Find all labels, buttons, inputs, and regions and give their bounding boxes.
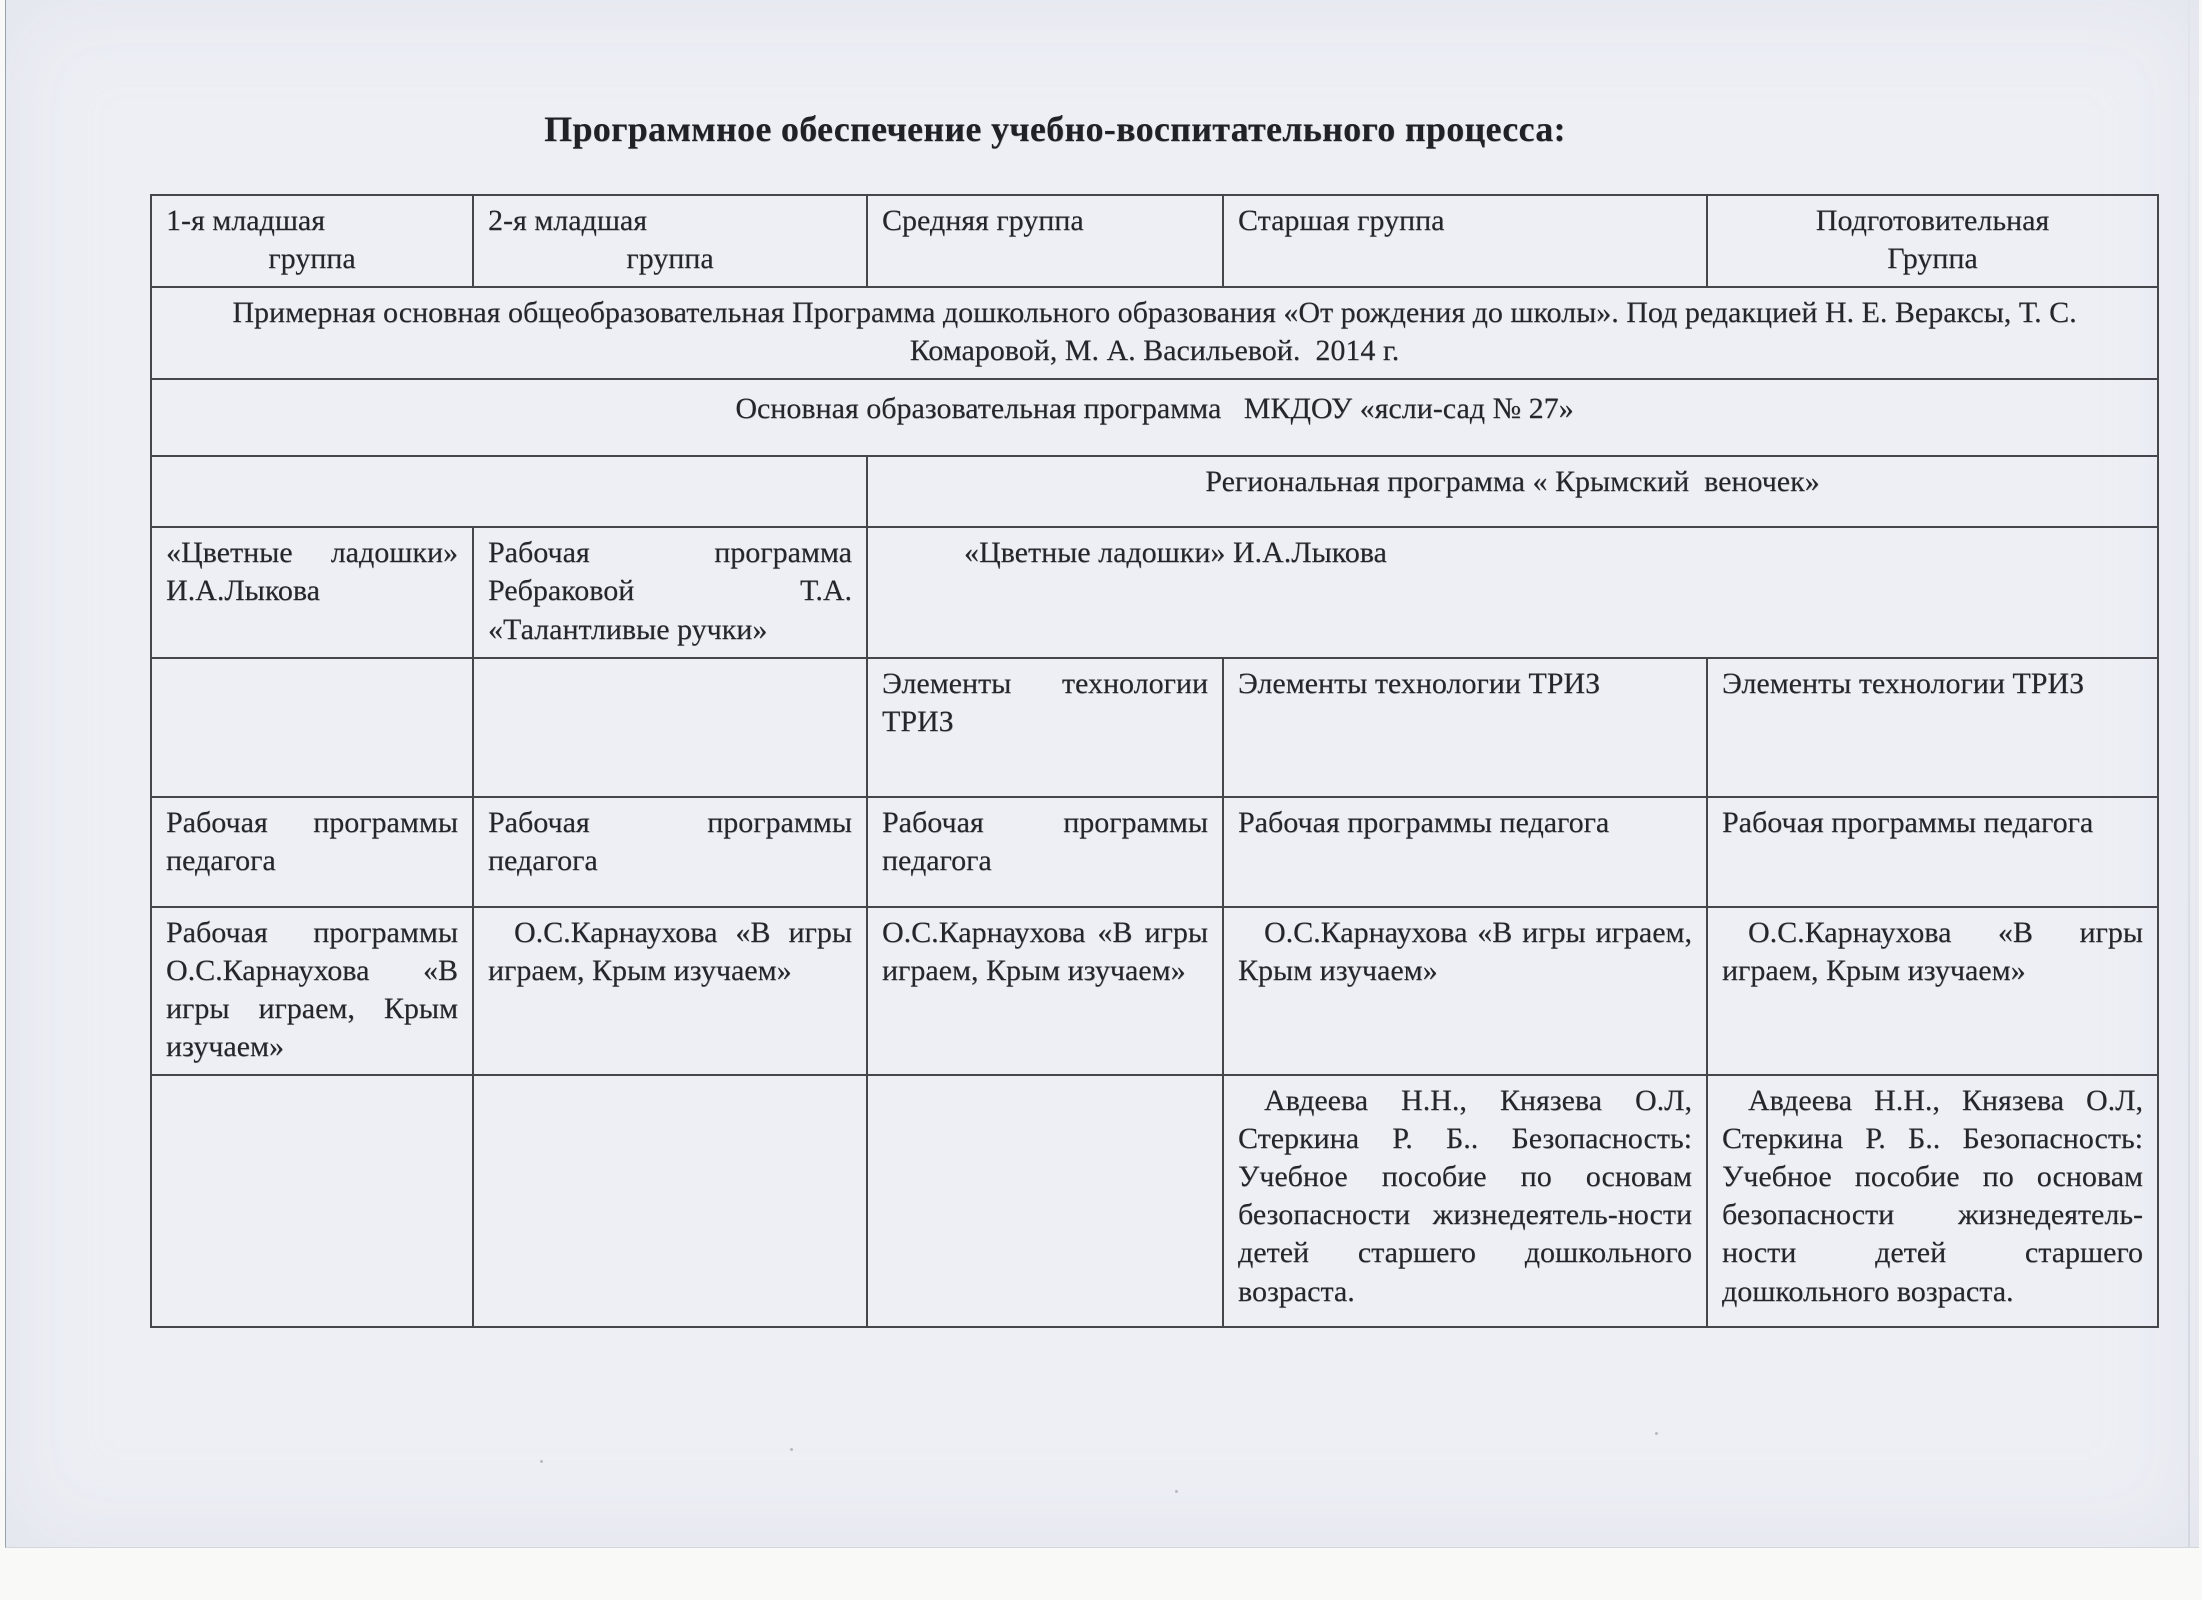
page-title: Программное обеспечение учебно-воспитательного процесса: xyxy=(544,109,1566,149)
avdeeva-row xyxy=(151,1075,2158,1327)
scan-speck xyxy=(790,1448,793,1451)
cell-pedagog-1: Рабочая программы педагога xyxy=(151,797,473,907)
base-program-row xyxy=(151,287,2158,379)
regional-program-row xyxy=(151,456,2158,527)
header-line: группа xyxy=(268,242,356,276)
cell-pedagog-3: Рабочая программы педагога xyxy=(867,797,1223,907)
header-group-srednyaya xyxy=(867,195,1223,287)
scan-speck xyxy=(1655,1432,1658,1435)
empty-cell xyxy=(867,1075,1223,1327)
cell-lykova-program-merged: «Цветные ладошки» И.А.Лыкова xyxy=(867,527,2158,657)
triz-row xyxy=(151,658,2158,797)
cell-pedagog-2: Рабочая программы педагога xyxy=(473,797,867,907)
pedagog-program-row xyxy=(151,797,2158,907)
cell-triz-srednyaya: Элементы технологии ТРИЗ xyxy=(867,658,1223,797)
cell-karnaukhova-1: Рабочая программы О.С.Карнаухова «В игры играем, Крым изучаем» xyxy=(151,907,473,1075)
header-line: группа xyxy=(626,242,714,276)
cell-main-program: Основная образовательная программа МКДОУ «ясли-сад № 27» xyxy=(151,379,2158,456)
header-line: 1-я младшая xyxy=(166,204,326,237)
empty-cell xyxy=(151,1075,473,1327)
header-line: Старшая группа xyxy=(1238,204,1445,237)
empty-cell xyxy=(473,1075,867,1327)
cell-triz-podgotovitelnaya: Элементы технологии ТРИЗ xyxy=(1707,658,2158,797)
header-group-starshaya xyxy=(1223,195,1707,287)
header-group-podgotovitelnaya xyxy=(1707,195,2158,287)
header-line: Средняя группа xyxy=(882,204,1084,237)
cell-avdeeva-podgotovitelnaya: Авдеева Н.Н., Князева О.Л, Стеркина Р. Б.. Безопасность: Учебное пособие по основам безопасности жизнедеятель-ности детей старшего дошкольного возраста. xyxy=(1707,1075,2158,1327)
cell-avdeeva-starshaya: Авдеева Н.Н., Князева О.Л, Стеркина Р. Б.. Безопасность: Учебное пособие по основам безопасности жизнедеятель-ности детей старшего дошкольного возраста. xyxy=(1223,1075,1707,1327)
main-program-row xyxy=(151,379,2158,456)
cell-lykova-program: «Цветные ладошки» И.А.Лыкова xyxy=(151,527,473,657)
header-line: Подготовительная xyxy=(1815,204,2050,237)
cell-regional-program: Региональная программа « Крымский веночек» xyxy=(867,456,2158,527)
empty-cell xyxy=(151,456,867,527)
header-group-1-mladshaya xyxy=(151,195,473,287)
header-line: Группа xyxy=(1887,242,1978,276)
cell-pedagog-5: Рабочая программы педагога xyxy=(1707,797,2158,907)
header-row xyxy=(151,195,2158,287)
scan-speck xyxy=(540,1460,543,1463)
cell-karnaukhova-3: О.С.Карнаухова «В игры играем, Крым изучаем» xyxy=(867,907,1223,1075)
cell-triz-starshaya: Элементы технологии ТРИЗ xyxy=(1223,658,1707,797)
cell-karnaukhova-4: О.С.Карнаухова «В игры играем, Крым изучаем» xyxy=(1223,907,1707,1075)
header-line: 2-я младшая xyxy=(488,204,648,237)
cell-base-program: Примерная основная общеобразовательная Программа дошкольного образования «От рождения до школы». Под редакцией Н. Е. Вераксы, Т. С. Комаровой, М. А. Васильевой. 2014 г. xyxy=(151,287,2158,379)
cell-karnaukhova-2: О.С.Карнаухова «В игры играем, Крым изучаем» xyxy=(473,907,867,1075)
header-group-2-mladshaya xyxy=(473,195,867,287)
empty-cell xyxy=(151,658,473,797)
cell-pedagog-4: Рабочая программы педагога xyxy=(1223,797,1707,907)
empty-cell xyxy=(473,658,867,797)
karnaukhova-row xyxy=(151,907,2158,1075)
page-edge xyxy=(2188,0,2190,1547)
cell-rebrakova-program: Рабочая программа Ребраковой Т.А. «Талантливые ручки» xyxy=(473,527,867,657)
cell-karnaukhova-5: О.С.Карнаухова «В игры играем, Крым изучаем» xyxy=(1707,907,2158,1075)
program-table xyxy=(150,194,2159,1328)
lykova-row xyxy=(151,527,2158,657)
scan-speck xyxy=(1175,1490,1178,1493)
